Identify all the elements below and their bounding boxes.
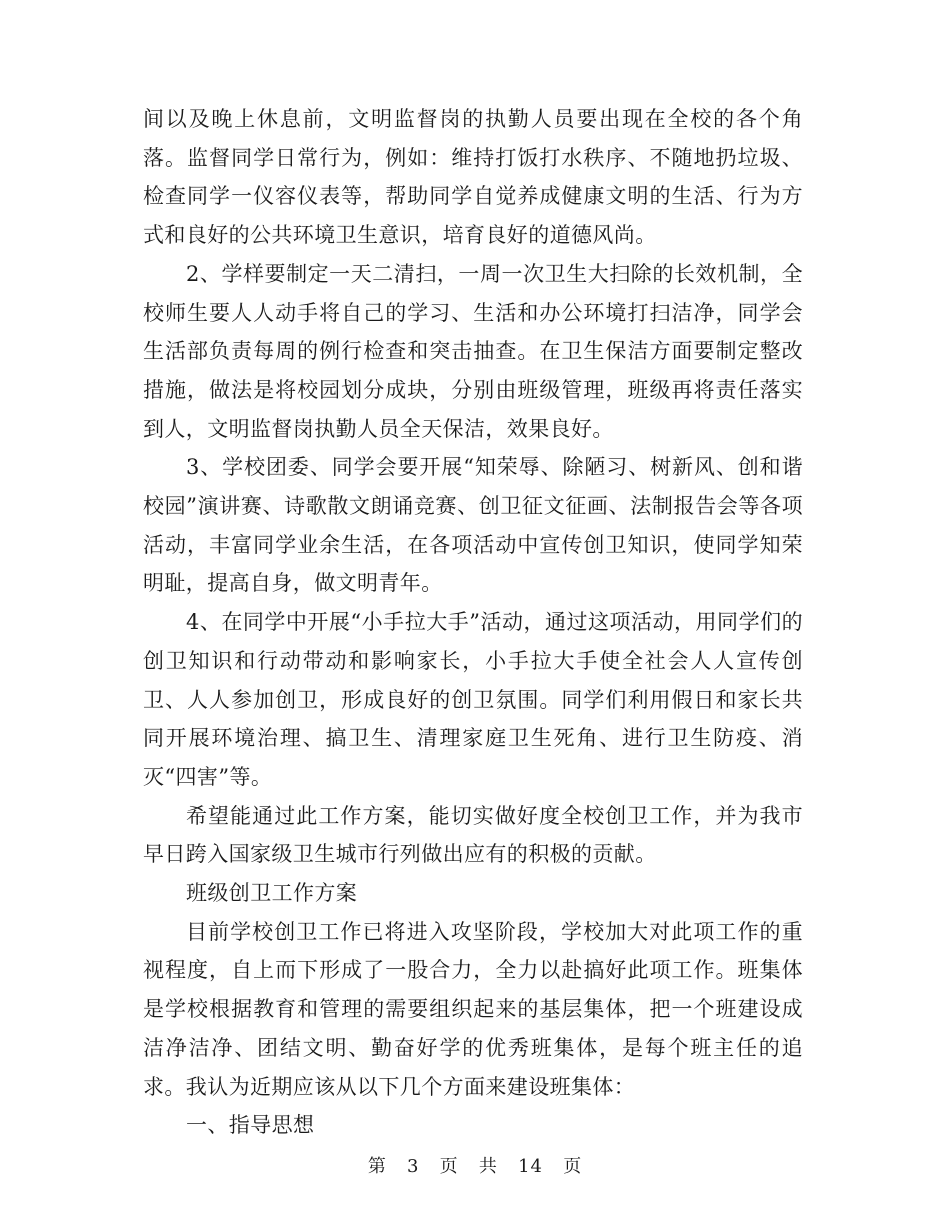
page-footer (0, 1152, 950, 1178)
footer-total-pages: 14 (518, 1156, 543, 1177)
paragraph-item-3: 3、学校团委、同学会要开展“知荣辱、除陋习、树新风、创和谐校园”演讲赛、诗歌散文朗诵竞赛、创卫征文征画、法制报告会等各项活动，丰富同学业余生活，在各项活动中宣传创卫知识，使同学知荣明耻，提高自身，做文明青年。 (143, 455, 803, 596)
footer-page-word: 页 (439, 1156, 459, 1177)
footer-suffix: 页 (563, 1156, 583, 1177)
section-title: 班级创卫工作方案 (186, 881, 358, 906)
paragraph-conclusion: 希望能通过此工作方案，能切实做好度全校创卫工作，并为我市早日跨入国家级卫生城市行列做出应有的积极的贡献。 (143, 803, 803, 867)
footer-total-word: 共 (478, 1156, 498, 1177)
footer-prefix: 第 (367, 1156, 387, 1177)
paragraph-item-2: 2、学样要制定一天二清扫，一周一次卫生大扫除的长效机制，全校师生要人人动手将自己的学习、生活和办公环境打扫洁净，同学会生活部负责每周的例行检查和突击抽查。在卫生保洁方面要制定整改措施，做法是将校园划分成块，分别由班级管理，班级再将责任落实到人，文明监督岗执勤人员全天保洁，效果良好。 (143, 261, 803, 441)
footer-current-page: 3 (407, 1156, 420, 1177)
subsection-heading: 一、指导思想 (186, 1113, 315, 1138)
paragraph-intro: 目前学校创卫工作已将进入攻坚阶段，学校加大对此项工作的重视程度，自上而下形成了一股合力，全力以赴搞好此项工作。班集体是学校根据教育和管理的需要组织起来的基层集体，把一个班建设成洁净洁净、团结文明、勤奋好学的优秀班集体，是每个班主任的追求。我认为近期应该从以下几个方面来建设班集体： (143, 919, 803, 1099)
paragraph-item-4: 4、在同学中开展“小手拉大手”活动，通过这项活动，用同学们的创卫知识和行动带动和影响家长，小手拉大手使全社会人人宣传创卫、人人参加创卫，形成良好的创卫氛围。同学们利用假日和家长共同开展环境治理、搞卫生、清理家庭卫生死角、进行卫生防疫、消灭“四害”等。 (143, 610, 803, 789)
paragraph-continuation: 间以及晚上休息前，文明监督岗的执勤人员要出现在全校的各个角落。监督同学日常行为，例如：维持打饭打水秩序、不随地扔垃圾、检查同学一仪容仪表等，帮助同学自觉养成健康文明的生活、行为方式和良好的公共环境卫生意识，培育良好的道德风尚。 (143, 107, 803, 248)
document-body (143, 100, 803, 1145)
